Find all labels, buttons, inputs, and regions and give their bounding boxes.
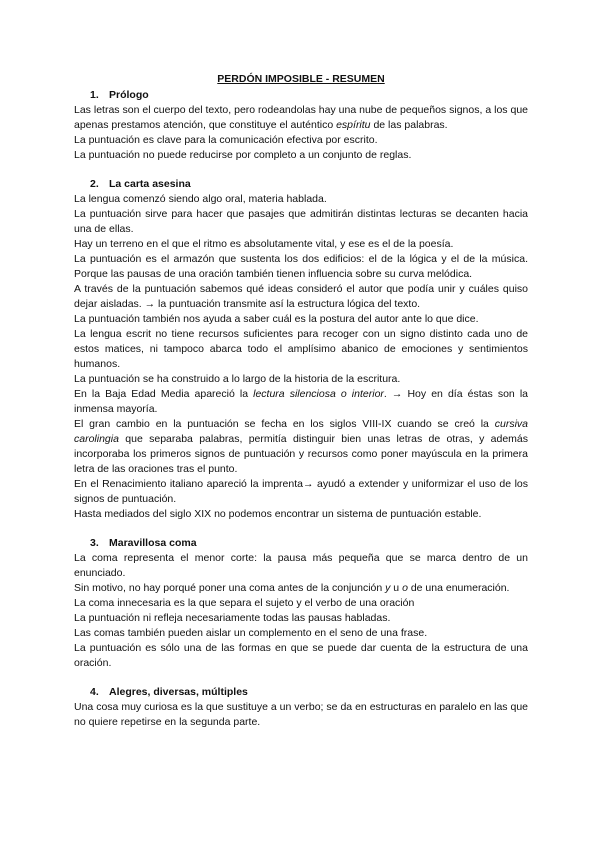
paragraph: La puntuación no puede reducirse por completo a un conjunto de reglas.: [74, 149, 412, 161]
paragraph: [74, 103, 528, 133]
text-run: Sin motivo, no hay porqué poner una coma antes de la conjunción: [74, 582, 386, 594]
paragraph: La puntuación se ha construido a lo largo de la historia de la escritura.: [74, 373, 401, 385]
italic-text: cursiva carolingia: [74, 418, 528, 445]
section-heading: [74, 177, 528, 192]
text-run: . → Hoy en día éstas son la inmensa mayoría.: [74, 388, 528, 415]
section-title: Prólogo: [109, 89, 149, 101]
section-alegres-diversas: [74, 685, 528, 730]
section-prologo: [74, 88, 528, 163]
section-title: Maravillosa coma: [109, 537, 197, 549]
text-run: que separaba palabras, permitía distinguir bien unas letras de otras, y además incorporaba los primeros signos de puntuación y recursos como poner mayúscula en la primera letra de las oraciones tras el punto.: [74, 433, 528, 475]
section-heading: [74, 88, 528, 103]
paragraph: La lengua comenzó siendo algo oral, materia hablada.: [74, 193, 327, 205]
text-run: u: [390, 582, 403, 594]
paragraph: Hasta mediados del siglo XIX no podemos encontrar un sistema de puntuación estable.: [74, 508, 482, 520]
paragraph: La coma representa el menor corte: la pausa más pequeña que se marca dentro de un enunciado.: [74, 552, 528, 579]
section-number: 4.: [90, 686, 99, 698]
italic-text: o: [402, 582, 408, 594]
paragraph: Hay un terreno en el que el ritmo es absolutamente vital, y ese es el de la poesía.: [74, 238, 454, 250]
paragraph: La puntuación es el armazón que sustenta los dos edificios: el de la lógica y el de la música. Porque las pausas de una oración también tienen influencia sobre su curva melódica.: [74, 253, 528, 280]
section-number: 1.: [90, 89, 99, 101]
paragraph: A través de la puntuación sabemos qué ideas consideró el autor que podía unir y cuáles quiso dejar aisladas. → la puntuación transmite así la estructura lógica del texto.: [74, 283, 528, 310]
text-run: de una enumeración.: [407, 582, 510, 594]
paragraph: En el Renacimiento italiano apareció la imprenta→ ayudó a extender y uniformizar el uso de los signos de puntuación.: [74, 478, 528, 505]
text-run: de las palabras.: [370, 119, 448, 131]
paragraph: La puntuación también nos ayuda a saber cuál es la postura del autor ante lo que dice.: [74, 313, 479, 325]
section-heading: [74, 685, 528, 700]
italic-text: lectura silenciosa o interior: [253, 388, 384, 400]
italic-text: espíritu: [336, 119, 371, 131]
paragraph: La puntuación ni refleja necesariamente todas las pausas habladas.: [74, 612, 391, 624]
paragraph: La puntuación es sólo una de las formas en que se puede dar cuenta de la estructura de una oración.: [74, 642, 528, 669]
paragraph: La puntuación sirve para hacer que pasajes que admitirán distintas lecturas se decanten hacia una de ellas.: [74, 208, 528, 235]
section-title: La carta asesina: [109, 178, 191, 190]
paragraph: Una cosa muy curiosa es la que sustituye a un verbo; se da en estructuras en paralelo en las que no quiere repetirse en la segunda parte.: [74, 701, 528, 728]
section-number: 2.: [90, 178, 99, 190]
text-run: Las letras son el cuerpo del texto, pero rodeandolas hay una nube de pequeños signos, a los que apenas prestamos atención, que constituye el auténtico: [74, 104, 528, 131]
document-title: PERDÓN IMPOSIBLE - RESUMEN: [217, 73, 385, 85]
paragraph: La coma innecesaria es la que separa el sujeto y el verbo de una oración: [74, 597, 415, 609]
section-carta-asesina: [74, 177, 528, 522]
paragraph: Las comas también pueden aislar un complemento en el seno de una frase.: [74, 627, 428, 639]
text-run: En la Baja Edad Media apareció la: [74, 388, 254, 400]
document-page: [74, 72, 528, 744]
paragraph: [74, 387, 528, 417]
paragraph: La puntuación es clave para la comunicación efectiva por escrito.: [74, 134, 378, 146]
section-maravillosa-coma: [74, 536, 528, 671]
section-title: Alegres, diversas, múltiples: [109, 686, 248, 698]
paragraph: [74, 581, 528, 596]
italic-text: y: [385, 582, 391, 594]
text-run: El gran cambio en la puntuación se fecha en los siglos VIII-IX cuando se creó la: [74, 418, 495, 430]
section-number: 3.: [90, 537, 99, 549]
paragraph: [74, 417, 528, 477]
section-heading: [74, 536, 528, 551]
paragraph: La lengua escrit no tiene recursos suficientes para recoger con un signo distinto cada uno de estos matices, ni tampoco abarca todo el amplísimo abanico de emociones y sentimientos humanos.: [74, 328, 528, 370]
